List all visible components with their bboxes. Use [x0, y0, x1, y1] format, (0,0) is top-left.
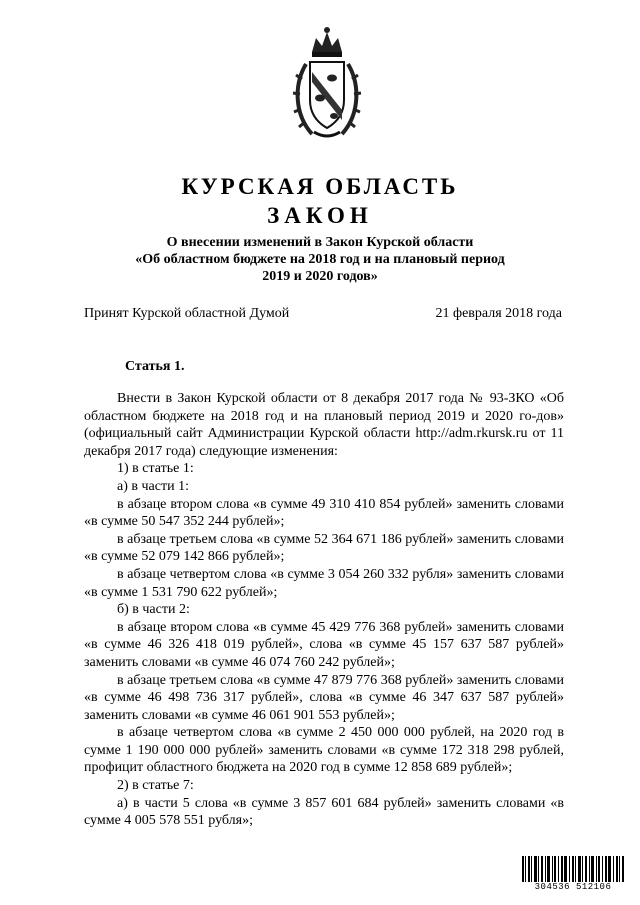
- law-subtitle-line-3: 2019 и 2020 годов»: [262, 269, 378, 284]
- document-type-title: ЗАКОН: [267, 203, 373, 228]
- list-item: а) в части 5 слова «в сумме 3 857 601 684 рублей» заменить словами «в сумме 4 005 578 551 рубля»;: [84, 795, 564, 829]
- list-item: а) в части 1:: [117, 478, 189, 494]
- adopted-date: 21 февраля 2018 года: [435, 306, 562, 321]
- coat-of-arms-icon: [292, 24, 362, 142]
- list-item: в абзаце третьем слова «в сумме 52 364 671 186 рублей» заменить словами «в сумме 52 079 142 866 рублей»;: [84, 531, 564, 565]
- list-item: б) в части 2:: [117, 602, 190, 618]
- list-item: в абзаце четвертом слова «в сумме 2 450 000 000 рублей, на 2020 год в сумме 1 190 000 000 рублей» заменить словами «в сумме 172 318 298 рублей, профицит областного бюджета на 2020 год в сумме 12 858 689 рублей»;: [84, 725, 564, 776]
- article-body: [84, 390, 564, 830]
- adopted-by: Принят Курской областной Думой: [84, 306, 290, 321]
- list-item: 2) в статье 7:: [117, 778, 194, 794]
- region-title: КУРСКАЯ ОБЛАСТЬ: [181, 174, 459, 199]
- list-item: в абзаце втором слова «в сумме 45 429 776 368 рублей» заменить словами «в сумме 46 326 418 019 рублей», слова «в сумме 45 157 637 587 рублей» заменить словами «в сумме 46 074 760 242 рублей»;: [84, 619, 564, 670]
- list-item: в абзаце втором слова «в сумме 49 310 410 854 рублей» заменить словами «в сумме 50 547 352 244 рублей»;: [84, 496, 564, 530]
- law-subtitle-line-2: «Об областном бюджете на 2018 год и на плановый период: [135, 252, 505, 267]
- article-intro: [84, 390, 564, 460]
- list-item: 1) в статье 1:: [117, 461, 194, 477]
- list-item: в абзаце четвертом слова «в сумме 3 054 260 332 рубля» заменить словами «в сумме 1 531 790 622 рублей»;: [84, 566, 564, 600]
- list-item: в абзаце третьем слова «в сумме 47 879 776 368 рублей» заменить словами «в сумме 46 498 736 317 рублей», слова «в сумме 46 347 637 587 рублей» заменить словами «в сумме 46 061 901 553 рублей»;: [84, 672, 564, 723]
- law-subtitle-line-1: О внесении изменений в Закон Курской области: [166, 235, 474, 250]
- barcode-number: 304536 512106: [521, 882, 625, 892]
- intro-line-2: дов» (официальный сайт Администрации Курской области http://adm.rkursk.ru от 11 декабря 2017 года) следующие изменения:: [84, 408, 564, 459]
- intro-line-1: Внести в Закон Курской области от 8 декабря 2017 года № 93-ЗКО «Об областном бюджете на 2018 год и на плановый период 2019 и 2020 го-: [84, 391, 564, 424]
- article-heading: Статья 1.: [125, 359, 185, 374]
